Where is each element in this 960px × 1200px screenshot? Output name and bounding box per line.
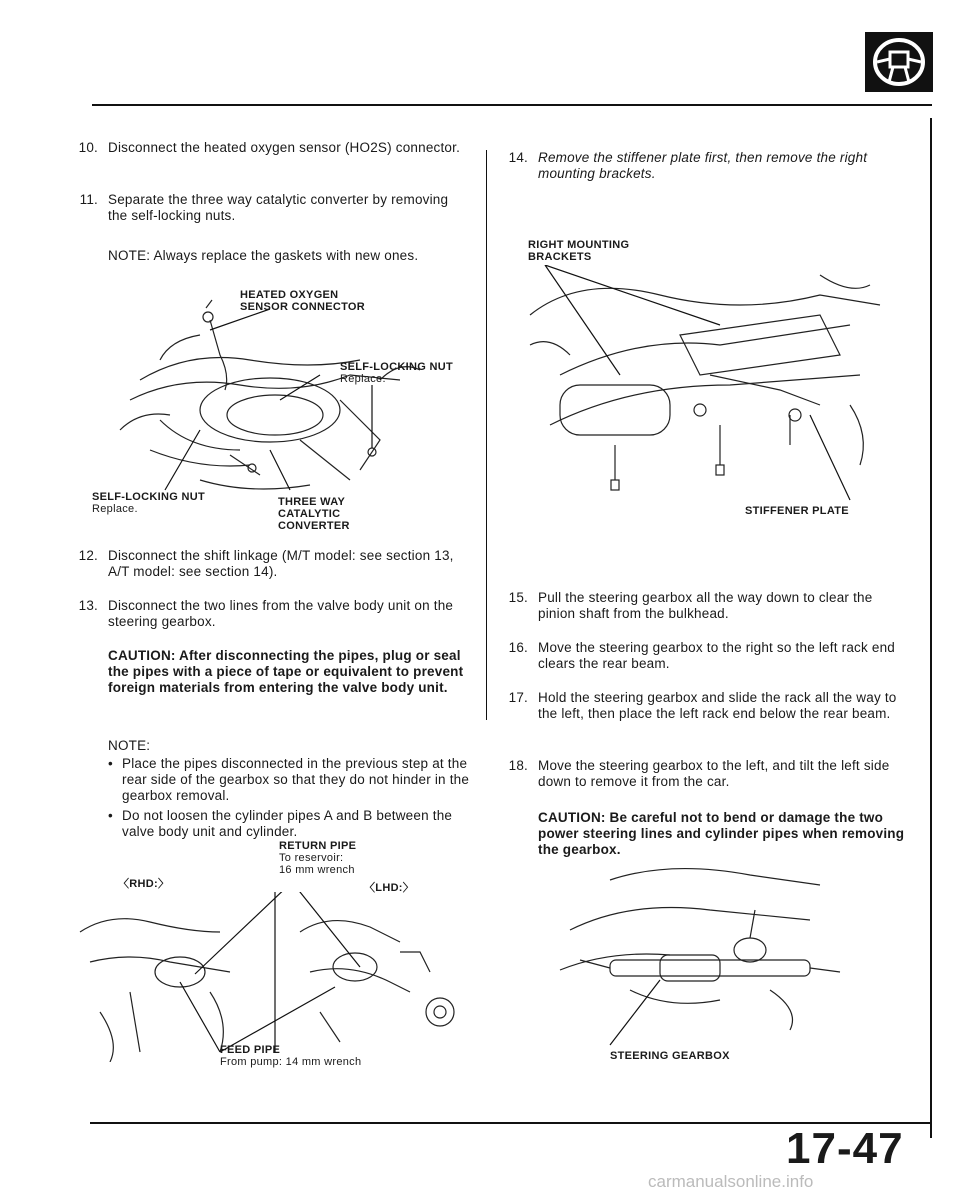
step-text: Separate the three way catalytic converter by removing the self-locking nuts. [108,192,449,223]
step-text: Hold the steering gearbox and slide the rack all the way to the left, then place the left rack end below the rear beam. [538,690,897,721]
label-heated-oxygen: HEATED OXYGEN SENSOR CONNECTOR [240,289,365,313]
step-text: Disconnect the two lines from the valve body unit on the steering gearbox. [108,598,454,629]
label-self-locking-nut-right: SELF-LOCKING NUT Replace. [340,361,453,385]
column-divider [486,150,487,720]
frame-right [930,118,932,1138]
label-lhd: 〈LHD:〉 [364,882,415,894]
step-text: Move the steering gearbox to the left, and tilt the left side down to remove it from the car. [538,758,890,789]
step-number: 17. [508,690,528,705]
header-rule [92,104,932,106]
step-number: 18. [508,758,528,773]
label-steering-gearbox: STEERING GEARBOX [610,1050,730,1062]
step-number: 10. [78,140,98,155]
label-three-way-converter: THREE WAY CATALYTIC CONVERTER [278,496,350,532]
step-number: 15. [508,590,528,605]
figure-steering-gearbox [550,860,850,1050]
steering-wheel-icon [865,32,933,92]
caution-pipes: CAUTION: After disconnecting the pipes, plug or seal the pipes with a piece of tape or equivalent to prevent foreign materials from entering the valve body unit. [108,648,464,695]
bullet-dot: • [108,756,113,771]
label-self-locking-nut-left: SELF-LOCKING NUT Replace. [92,491,205,515]
watermark: carmanualsonline.info [648,1172,814,1191]
step-number: 11. [79,192,98,207]
step-number: 12. [78,548,98,563]
bullet-item: • Do not loosen the cylinder pipes A and B between the valve body unit and cylinder. [108,808,453,839]
label-right-mounting-brackets: RIGHT MOUNTING BRACKETS [528,239,630,263]
label-return-pipe: RETURN PIPE To reservoir: 16 mm wrench [279,840,357,876]
step-number: 16. [508,640,528,655]
note-gaskets: NOTE: Always replace the gaskets with new ones. [108,248,419,263]
label-feed-pipe: FEED PIPE From pump: 14 mm wrench [220,1044,362,1068]
page-number: 17-47 [786,1124,904,1173]
figure-pipes [70,892,480,1062]
bullet-item: • Place the pipes disconnected in the previous step at the rear side of the gearbox so that they do not hinder in the gearbox removal. [108,756,470,803]
label-rhd: 〈RHD:〉 [118,878,170,890]
step-text: Move the steering gearbox to the right so the left rack end clears the rear beam. [538,640,895,671]
note-label: NOTE: [108,738,151,753]
step-number: 13. [78,598,98,613]
caution-gearbox: CAUTION: Be careful not to bend or damage the two power steering lines and cylinder pipes when removing the gearbox. [538,810,905,857]
step-text: Remove the stiffener plate first, then remove the right mounting brackets. [538,150,868,181]
step-text: Disconnect the heated oxygen sensor (HO2S) connector. [108,140,461,155]
bullet-dot: • [108,808,113,823]
step-number: 14. [508,150,528,165]
step-text: Disconnect the shift linkage (M/T model: see section 13, A/T model: see section 14). [108,548,454,579]
figure-stiffener-plate [520,265,900,505]
label-stiffener-plate: STIFFENER PLATE [745,505,849,517]
step-text: Pull the steering gearbox all the way down to clear the pinion shaft from the bulkhead. [538,590,873,621]
